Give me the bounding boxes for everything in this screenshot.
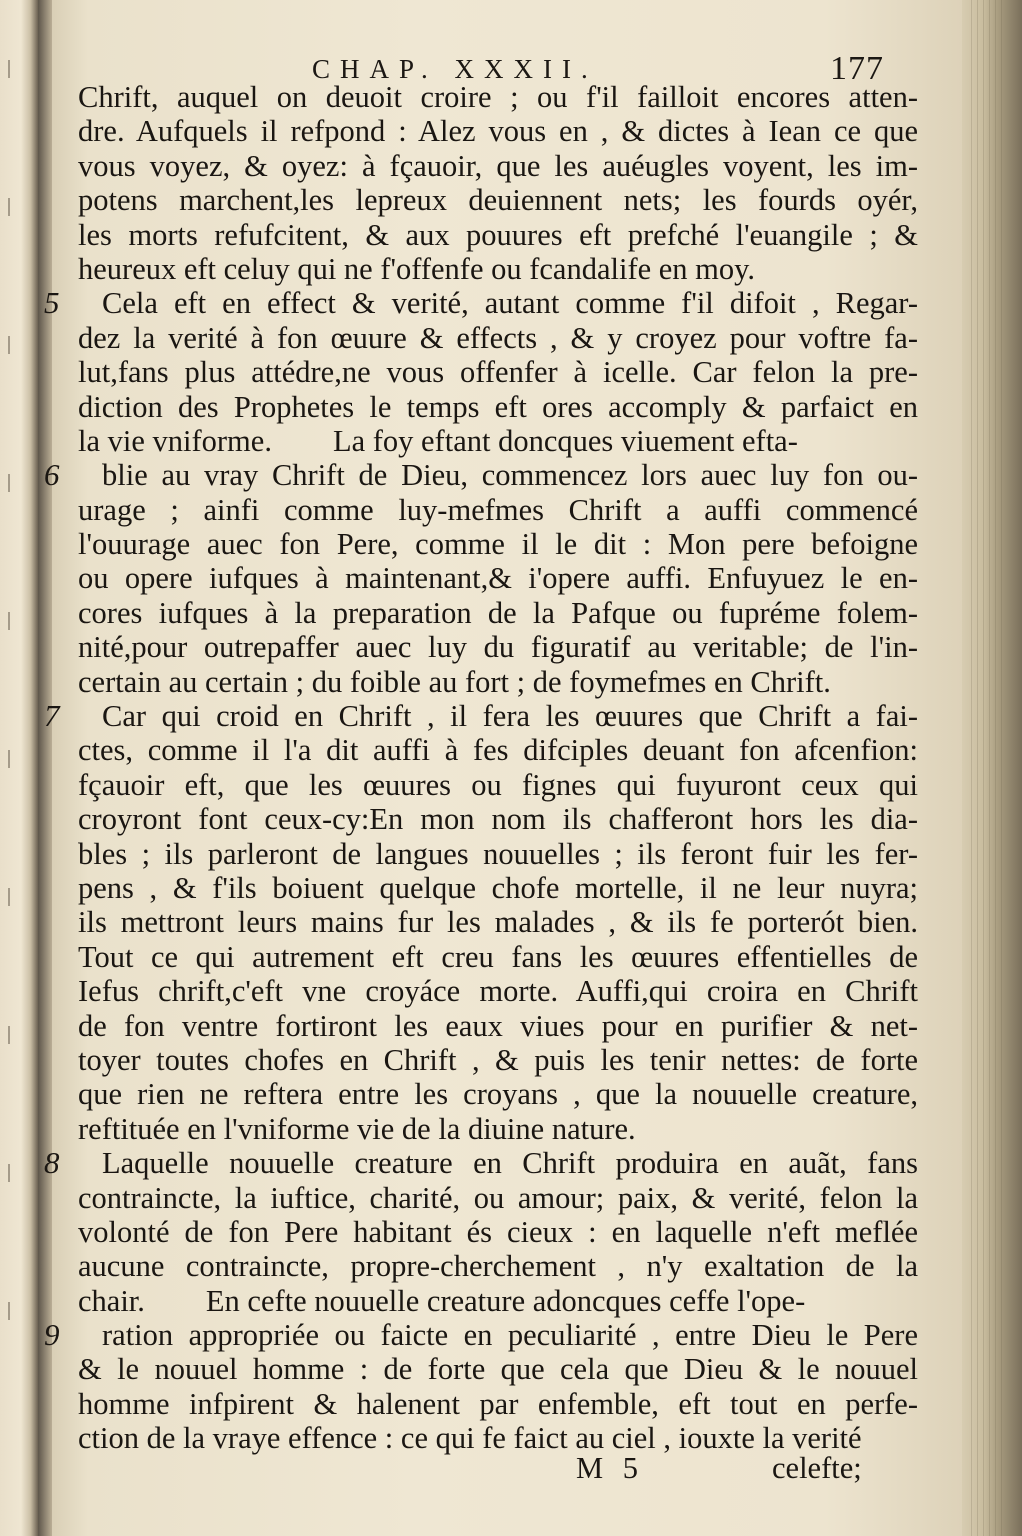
text-line [78, 355, 918, 389]
text-line [78, 1077, 918, 1111]
line-text: toyer toutes chofes en Chrift , & puis les tenir nettes: de forte [78, 1042, 918, 1077]
text-line [78, 974, 918, 1008]
line-text: la vie vniforme. La foy eftant doncques viuement efta- [78, 423, 798, 458]
text-line [78, 768, 918, 802]
text-line [78, 1112, 918, 1146]
line-text: Car qui croid en Chrift , il fera les œuures que Chrift a fai- [102, 699, 918, 734]
text-line [78, 390, 918, 424]
text-line [78, 905, 918, 939]
line-text: aucune contraincte, propre-cherchement , n'y exaltation de la [78, 1249, 918, 1284]
verse-number: 9 [44, 1317, 60, 1353]
line-text: ils mettront leurs mains fur les malades , & ils fe porterót bien. [78, 905, 918, 940]
text-line [78, 321, 918, 355]
text-line [78, 871, 918, 905]
text-line [78, 80, 918, 114]
text-line [44, 1145, 918, 1181]
line-text: homme infpirent & halenent par enfemble, eft tout en perfe- [78, 1386, 918, 1421]
page-number: 177 [830, 50, 884, 87]
text-line [78, 596, 918, 630]
verse-number: 6 [44, 457, 60, 493]
line-text: vous voyez, & oyez: à fçauoir, que les auéugles voyent, les im- [78, 148, 918, 183]
text-line [78, 252, 918, 286]
body-text [44, 80, 918, 1456]
line-text: ration appropriée ou faicte en peculiarité , entre Dieu le Pere [102, 1318, 918, 1353]
line-text: Cela eft en effect & verité, autant comme f'il difoit , Regar- [102, 286, 918, 321]
text-line [78, 493, 918, 527]
line-text: dez la verité à fon œuure & effects , & y croyez pour voftre fa- [78, 320, 918, 355]
text-line [78, 527, 918, 561]
text-line [78, 1043, 918, 1077]
verse-number: 5 [44, 285, 60, 321]
text-line [44, 457, 918, 493]
running-title: CHAP. XXXII. [312, 54, 598, 84]
text-line [44, 1317, 918, 1353]
line-text: lut,fans plus attédre,ne vous offenfer à icelle. Car felon la pre- [78, 355, 918, 390]
verse-number: 7 [44, 698, 60, 734]
line-text: de fon ventre fortiront les eaux viues pour en purifier & net- [78, 1008, 918, 1043]
line-text: l'ouurage auec fon Pere, comme il le dit : Mon pere befoigne [78, 527, 918, 562]
text-line [78, 1249, 918, 1283]
text-line [78, 114, 918, 148]
line-text: ction de la vraye effence : ce qui fe faict au ciel , iouxte la verité [78, 1421, 862, 1456]
line-text: volonté de fon Pere habitant és cieux : en laquelle n'eft meflée [78, 1214, 918, 1249]
line-text: ctes, comme il l'a dit auffi à fes difciples deuant fon afcenfion: [78, 733, 918, 768]
text-line [44, 285, 918, 321]
text-line [78, 1284, 918, 1318]
line-text: potens marchent,les lepreux deuiennent nets; les fourds oyér, [78, 183, 918, 218]
line-text: pens , & f'ils boiuent quelque chofe mortelle, il ne leur nuyra; [78, 870, 918, 905]
text-line [78, 1387, 918, 1421]
text-line [78, 149, 918, 183]
line-text: diction des Prophetes le temps eft ores accomply & parfaict en [78, 389, 918, 424]
line-text: blie au vray Chrift de Dieu, commencez lors auec luy fon ou- [102, 458, 918, 493]
text-line [78, 733, 918, 767]
text-line [78, 218, 918, 252]
line-text: contraincte, la iuftice, charité, ou amour; paix, & verité, felon la [78, 1180, 918, 1215]
line-text: que rien ne reftera entre les croyans , que la nouuelle creature, [78, 1077, 918, 1112]
text-line [78, 630, 918, 664]
text-line [78, 802, 918, 836]
line-text: les morts refufcitent, & aux pouures eft prefché l'euangile ; & [78, 217, 918, 252]
line-text: Tout ce qui autrement eft creu fans les œuures effentielles de [78, 939, 918, 974]
line-text: Laquelle nouuelle creature en Chrift produira en auãt, fans [102, 1146, 918, 1181]
text-line [78, 940, 918, 974]
line-text: Iefus chrift,c'eft vne croyáce morte. Auffi,qui croira en Chrift [78, 974, 918, 1009]
text-line [78, 1009, 918, 1043]
signature-mark: M 5 [576, 1451, 644, 1485]
line-text: certain au certain ; du foible au fort ; de foymefmes en Chrift. [78, 664, 831, 699]
line-text: cores iufques à la preparation de la Pafque ou fupréme folem- [78, 595, 918, 630]
text-line [78, 424, 918, 458]
page-footer [576, 1451, 876, 1487]
text-line [78, 1352, 918, 1386]
line-text: fçauoir eft, que les œuures ou fignes qui fuyuront ceux qui [78, 767, 918, 802]
line-text: reftituée en l'vniforme vie de la diuine nature. [78, 1111, 636, 1146]
line-text: bles ; ils parleront de langues nouuelles ; ils feront fuir les fer- [78, 836, 918, 871]
line-text: Chrift, auquel on deuoit croire ; ou f'il failloit encores atten- [78, 80, 918, 114]
facing-page-ink-traces [4, 60, 24, 1360]
line-text: dre. Aufquels il refpond : Alez vous en , & dictes à Iean ce que [78, 114, 918, 149]
text-line [78, 665, 918, 699]
line-text: nité,pour outrepaffer auec luy du figuratif au veritable; de l'in- [78, 630, 918, 665]
line-text: heureux eft celuy qui ne f'offenfe ou fcandalife en moy. [78, 251, 756, 286]
facing-page-edge [0, 0, 38, 1536]
line-text: & le nouuel homme : de forte que cela que Dieu & le nouuel [78, 1352, 918, 1387]
line-text: chair. En cefte nouuelle creature adoncques ceffe l'ope- [78, 1283, 806, 1318]
text-line [44, 698, 918, 734]
catchword: celefte; [772, 1451, 862, 1485]
text-line [78, 837, 918, 871]
line-text: urage ; ainfi comme luy-mefmes Chrift a auffi commencé [78, 492, 918, 527]
line-text: croyront font ceux-cy:En mon nom ils chafferont hors les dia- [78, 802, 918, 837]
page-stack-lines [966, 0, 1006, 1536]
verse-number: 8 [44, 1145, 60, 1181]
text-line [78, 1215, 918, 1249]
text-line [78, 183, 918, 217]
text-line [78, 561, 918, 595]
line-text: ou opere iufques à maintenant,& i'opere auffi. Enfuyuez le en- [78, 561, 918, 596]
text-line [78, 1181, 918, 1215]
